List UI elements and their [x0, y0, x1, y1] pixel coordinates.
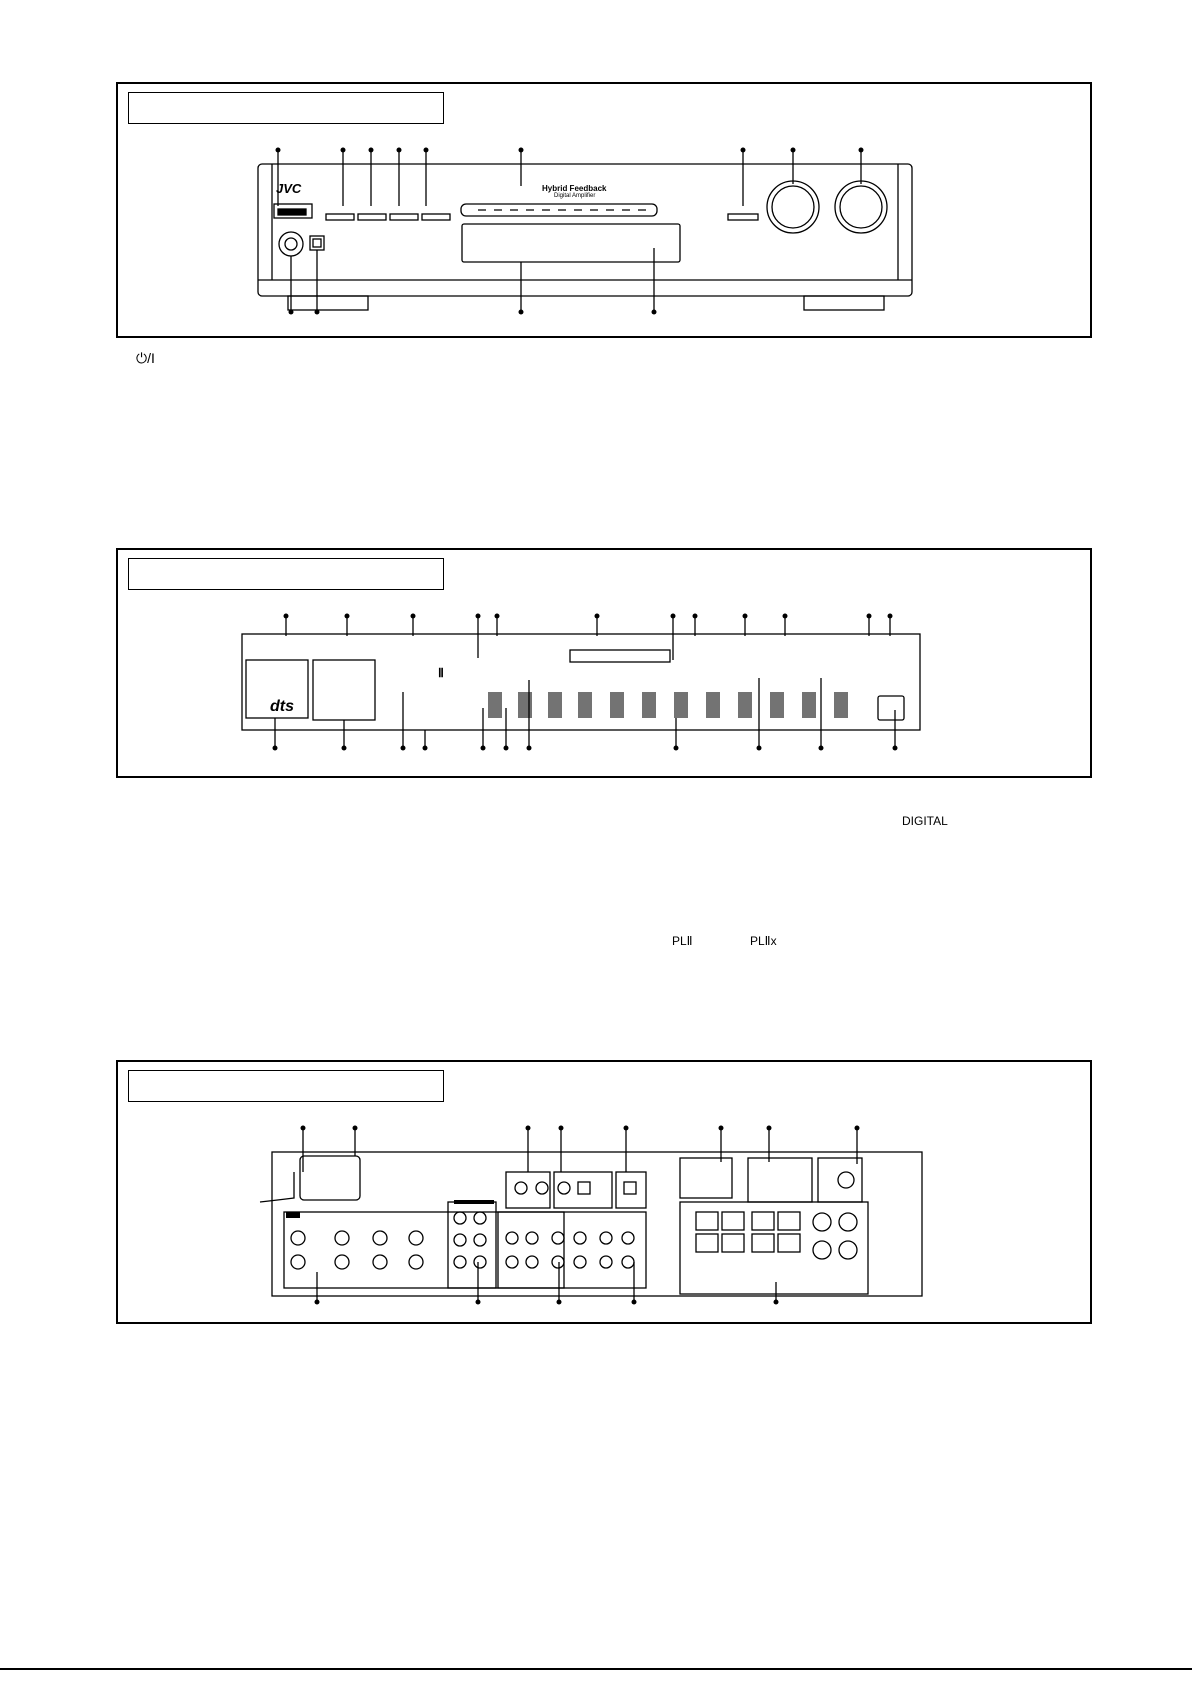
power-symbol-note: ⏻/I: [136, 350, 155, 366]
page-bottom-rule: [0, 1668, 1192, 1670]
rear-panel-figure: [116, 1060, 1092, 1324]
display-window-drawing: [118, 550, 1094, 780]
emblem-subtitle: Digital Amplifier: [554, 193, 596, 199]
emblem-title: Hybrid Feedback: [542, 184, 607, 193]
pl2x-label: PLⅡx: [750, 934, 777, 948]
rear-panel-drawing: [118, 1062, 1094, 1326]
display-window-figure: [116, 548, 1092, 778]
pl-roman-two: Ⅱ: [438, 666, 444, 680]
front-panel-drawing: [118, 84, 1094, 340]
dts-logo: dts: [270, 698, 294, 715]
front-panel-figure: [116, 82, 1092, 338]
dolby-digital-label: DIGITAL: [902, 814, 948, 828]
brand-logo: JVC: [276, 181, 302, 196]
pl2-label: PLⅡ: [672, 934, 693, 948]
